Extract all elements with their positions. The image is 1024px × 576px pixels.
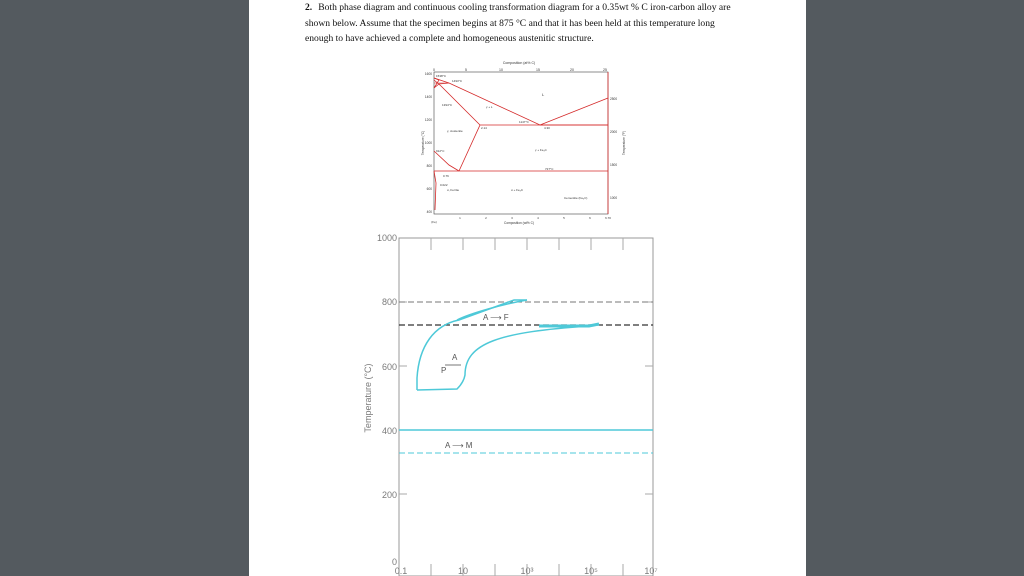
cct-xtick: 10³ bbox=[520, 566, 534, 576]
phase-plot-frame bbox=[434, 72, 608, 214]
phase-left-tick: 600 bbox=[426, 187, 432, 191]
phase-left-tick: 1200 bbox=[424, 118, 432, 122]
cct-ytick: 1000 bbox=[376, 233, 397, 243]
document-page bbox=[249, 0, 806, 576]
cct-ytick: 200 bbox=[381, 490, 397, 500]
phase-right-tick: 2500 bbox=[610, 97, 618, 101]
question-paragraph bbox=[305, 0, 745, 47]
phase-label-gamma-fe3c: γ + Fe₃C bbox=[535, 148, 547, 152]
phase-right-tick: 2000 bbox=[610, 130, 618, 134]
phase-right-tick: 1000 bbox=[610, 196, 618, 200]
phase-label-912: 912°C bbox=[436, 149, 445, 153]
phase-top-tick: 0 bbox=[433, 68, 435, 72]
cct-xtick: 10 bbox=[457, 566, 469, 576]
phase-bottom-tick: 1 bbox=[459, 216, 461, 220]
phase-bottom-tick: 2 bbox=[485, 216, 487, 220]
cct-ytick: 0 bbox=[391, 557, 397, 567]
phase-label-430: 4.30 bbox=[544, 126, 550, 130]
phase-left-tick: 1400 bbox=[424, 95, 432, 99]
phase-right-axis-label: Temperature (°F) bbox=[622, 130, 626, 156]
phase-label-727: 727°C bbox=[545, 167, 554, 171]
cct-label-a-to-m: A ⟶ M bbox=[445, 441, 473, 450]
cct-ytick: 600 bbox=[381, 362, 397, 372]
phase-left-tick: 400 bbox=[426, 210, 432, 214]
phase-label-gamma-l: γ + L bbox=[486, 105, 493, 109]
phase-label-214: 2.14 bbox=[481, 126, 487, 130]
phase-bottom-tick: 3 bbox=[511, 216, 513, 220]
cct-ylabel: Temperature (°C) bbox=[363, 363, 373, 433]
phase-left-tick: 800 bbox=[426, 164, 432, 168]
cct-xtick: 0.1 bbox=[394, 566, 408, 576]
cct-plot-frame bbox=[399, 238, 653, 576]
cct-ytick: 400 bbox=[381, 426, 397, 436]
phase-right-tick: 1500 bbox=[610, 163, 618, 167]
phase-top-tick: 15 bbox=[536, 68, 540, 72]
question-number: 2. bbox=[305, 2, 313, 13]
phase-left-axis-label: Temperature (°C) bbox=[421, 130, 425, 156]
cct-diagram bbox=[249, 228, 806, 576]
phase-label-liquid: L bbox=[542, 92, 545, 97]
cct-label-p: P bbox=[441, 366, 447, 375]
cct-label-a-to-f: A ⟶ F bbox=[483, 313, 509, 322]
cct-xtick: 10⁵ bbox=[584, 566, 598, 576]
phase-left-tick: 1000 bbox=[424, 141, 432, 145]
phase-diagram bbox=[419, 58, 629, 228]
phase-left-tick: 1600 bbox=[424, 72, 432, 76]
cct-finish-segment bbox=[539, 324, 599, 326]
phase-label-1147: 1147°C bbox=[519, 120, 529, 124]
phase-bottom-tick: 4 bbox=[537, 216, 539, 220]
cct-xtick: 10⁷ bbox=[644, 566, 658, 576]
phase-label-1394: 1394°C bbox=[442, 103, 453, 107]
phase-top-tick: 25 bbox=[603, 68, 607, 72]
phase-top-axis-label: Composition (at% C) bbox=[502, 61, 536, 65]
phase-label-cementite: Cementite (Fe₃C) bbox=[564, 196, 588, 200]
cct-label-a: A bbox=[452, 353, 458, 362]
phase-label-076: 0.76 bbox=[443, 174, 449, 178]
phase-bottom-tick: 6.70 bbox=[605, 216, 611, 220]
phase-top-tick: 5 bbox=[465, 68, 467, 72]
phase-label-1538: 1538°C bbox=[436, 74, 447, 78]
phase-bottom-axis-label: Composition (wt% C) bbox=[504, 221, 534, 225]
phase-top-tick: 10 bbox=[499, 68, 503, 72]
phase-bottom-tick: 6 bbox=[589, 216, 591, 220]
question-text: Both phase diagram and continuous cooling transformation diagram for a 0.35wt % C iron-carbon alloy are shown below. Assume that the specimen begins at 875 °C and that it has been held at this temperature long enough to have achieved a complete and homogeneous austenitic structure. bbox=[305, 2, 731, 45]
phase-boundaries bbox=[434, 72, 608, 214]
phase-bottom-tick: (Fe) bbox=[431, 220, 437, 224]
phase-label-austenite: γ, Austenite bbox=[447, 129, 463, 133]
phase-top-tick: 20 bbox=[570, 68, 574, 72]
phase-label-ferrite: α, Ferrite bbox=[447, 188, 460, 192]
phase-label-1493: 1493°C bbox=[452, 79, 463, 83]
phase-bottom-tick: 5 bbox=[563, 216, 565, 220]
phase-label-alpha-fe3c: α + Fe₃C bbox=[511, 188, 524, 192]
phase-label-0022: 0.022 bbox=[440, 183, 448, 187]
cct-finish-curve bbox=[417, 326, 589, 390]
cct-ytick: 800 bbox=[381, 297, 397, 307]
